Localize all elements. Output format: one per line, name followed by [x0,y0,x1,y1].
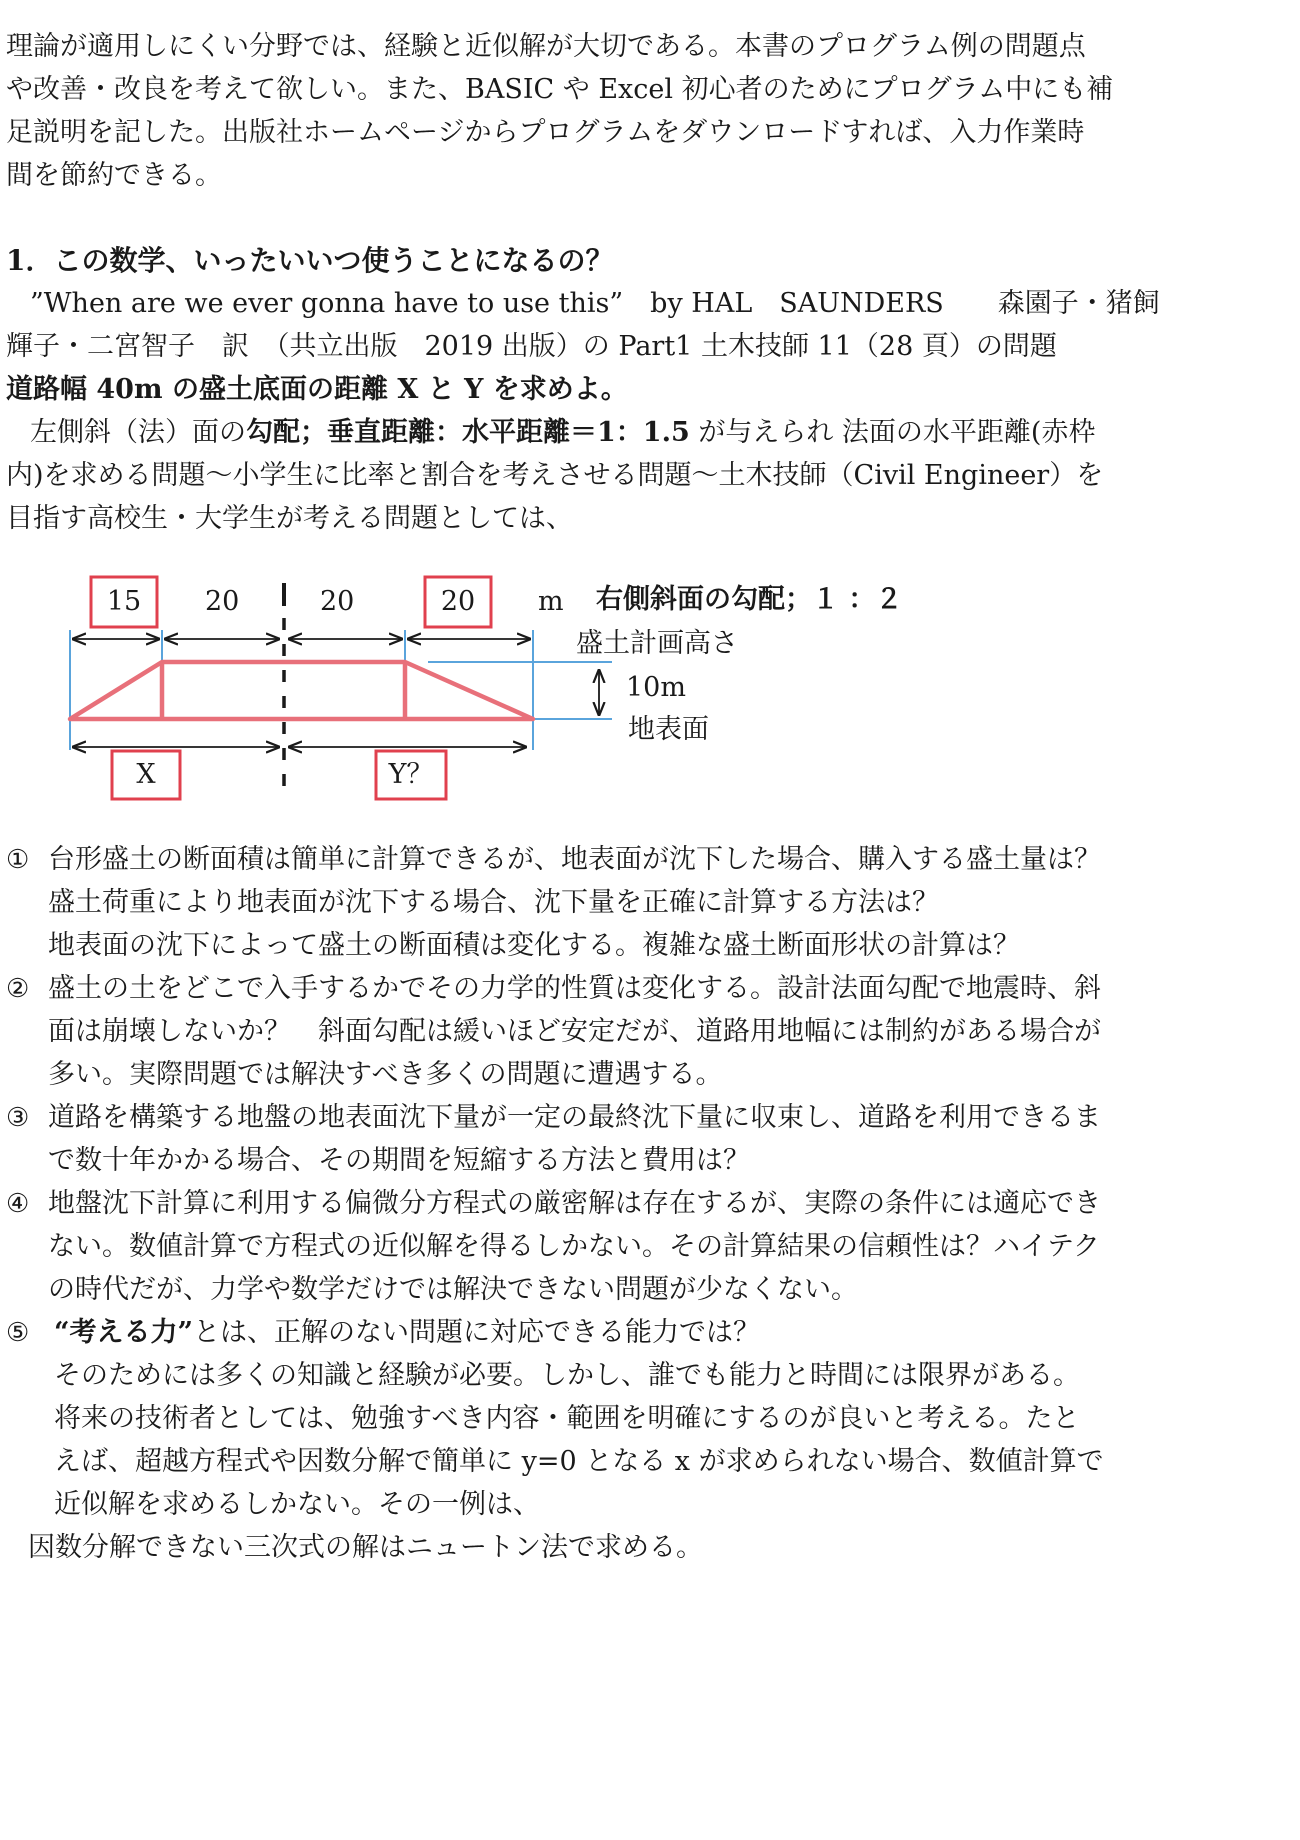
item-3-number: ③ [6,1103,30,1133]
section-heading: 1．この数学、いったいいつ使うことになるの？ [6,244,614,277]
label-20-left: 20 [205,586,240,617]
label-unit: m [538,586,564,617]
description-plain: 左側斜（法）面の [30,417,246,448]
label-ground: 地表面 [628,714,709,745]
item-4-line-2: ない。数値計算で方程式の近似解を得るしかない。その計算結果の信頼性は？ハイテク [48,1231,1100,1262]
description-rest: が与えられ 法面の水平距離(赤枠 [689,417,1096,448]
item-4-line-1: 地盤沈下計算に利用する偏微分方程式の厳密解は存在するが、実際の条件には適応でき [48,1188,1101,1219]
item-2-line-1: 盛土の土をどこで入手するかでその力学的性質は変化する。設計法面勾配で地震時、斜 [48,973,1101,1004]
label-x: X [136,759,156,790]
item-1-line-2: 盛土荷重により地表面が沈下する場合、沈下量を正確に計算する方法は？ [48,887,939,918]
item-5-lead-rest: とは、正解のない問題に対応できる能力では？ [193,1317,761,1348]
description-line-2: 内)を求める問題～小学生に比率と割合を考えさせる問題～土木技師（Civil Engineer）を [6,460,1104,491]
item-3-line-1: 道路を構築する地盤の地表面沈下量が一定の最終沈下量に収束し、道路を利用できるま [48,1102,1101,1133]
intro-line-4: 間を節約できる。 [6,160,222,191]
label-y: Y？ [388,759,434,790]
label-15: 15 [106,586,142,617]
item-1-number: ① [6,845,30,875]
citation-line-2: 輝子・二宮智子 訳 （共立出版 2019 出版）の Part1 土木技師 11（28 頁）の問題 [6,331,1057,362]
item-5-line-3: えば、超越方程式や因数分解で簡単に y=0 となる x が求められない場合、数値計算で [54,1446,1104,1477]
intro-line-3: 足説明を記した。出版社ホームページからプログラムをダウンロードすれば、入力作業時 [6,117,1085,148]
item-2-line-3: 多い。実際問題では解決すべき多くの問題に遭遇する。 [48,1059,723,1090]
item-5-line-2: 将来の技術者としては、勉強すべき内容・範囲を明確にするのが良いと考える。たと [54,1403,1080,1434]
item-4-number: ④ [6,1189,30,1219]
item-5-line-4: 近似解を求めるしかない。その一例は、 [54,1489,540,1520]
task-statement: 道路幅 40m の盛土底面の距離 X と Y を求めよ。 [6,374,628,405]
item-4-line-3: の時代だが、力学や数学だけでは解決できない問題が少なくない。 [48,1274,858,1305]
label-20-right: 20 [440,586,476,617]
item-1-line-3: 地表面の沈下によって盛土の断面積は変化する。複雑な盛土断面形状の計算は？ [48,930,1020,961]
item-2-line-2: 面は崩壊しないか？ 斜面勾配は緩いほど安定だが、道路用地幅には制約がある場合が [48,1016,1101,1047]
intro-line-2: や改善・改良を考えて欲しい。また、BASIC や Excel 初心者のためにプログラム中にも補 [6,74,1114,105]
intro-line-1: 理論が適用しにくい分野では、経験と近似解が大切である。本書のプログラム例の問題点 [6,31,1086,62]
label-height: 盛土計画高さ [576,628,738,659]
item-3-line-2: で数十年かかる場合、その期間を短縮する方法と費用は？ [48,1145,750,1176]
embankment-outline [70,662,533,719]
label-right-slope: 右側斜面の勾配；１ ：２ [596,584,903,615]
item-5-lead [54,1316,760,1350]
citation-line-1: ”When are we ever gonna have to use this” by HAL SAUNDERS 森園子・猪飼 [30,288,1160,319]
label-height-value: 10m [626,672,686,703]
item-2-number: ② [6,974,30,1004]
item-5-number: ⑤ [6,1318,30,1348]
item-5-line-1: そのためには多くの知識と経験が必要。しかし、誰でも能力と時間には限界がある。 [54,1360,1080,1391]
item-5-lead-bold: “考える力” [54,1317,194,1348]
item-1-line-1: 台形盛土の断面積は簡単に計算できるが、地表面が沈下した場合、購入する盛土量は？ [48,844,1101,875]
closing-line: 因数分解できない三次式の解はニュートン法で求める。 [28,1532,703,1563]
slope-ratio: 勾配；垂直距離：水平距離＝1：1.5 [246,417,690,448]
label-20-center: 20 [320,586,355,617]
description-line-3: 目指す高校生・大学生が考える問題としては、 [6,503,573,534]
